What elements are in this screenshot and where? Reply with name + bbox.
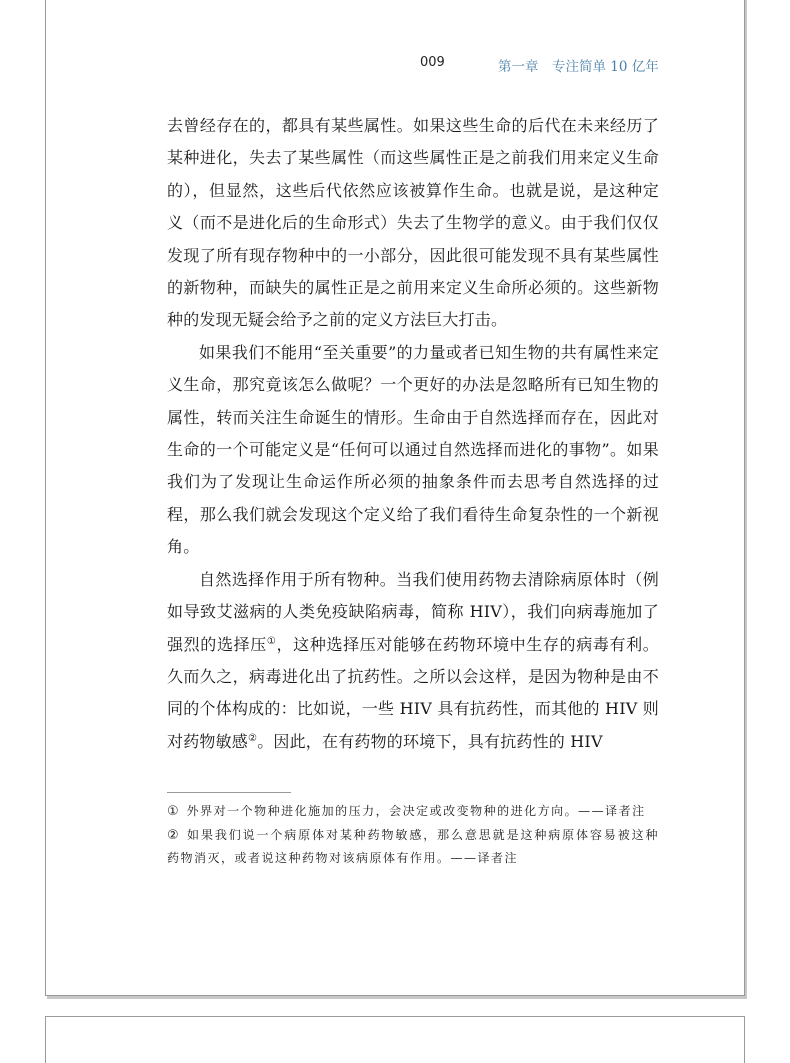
footnote-ref-2[interactable]: ②: [248, 732, 258, 744]
footnote-ref-1[interactable]: ①: [266, 635, 277, 647]
paragraph-3-part-b: ，这种选择压对能够在药物环境中生存的病毒有利。久而久之，病毒进化出了抗药性。之所以会这样，是因为物种是由不同的个体构成的：比如说，一些 HIV 具有抗药性，而其他的 HIV 则对药物敏感: [167, 634, 660, 751]
footnote-1: [167, 800, 659, 824]
paragraph-1: 去曾经存在的，都具有某些属性。如果这些生命的后代在未来经历了某种进化，失去了某些属性（而这些属性正是之前我们用来定义生命的），但显然，这些后代依然应该被算作生命。也就是说，是这种定义（而不是进化后的生命形式）失去了生物学的意义。由于我们仅仅发现了所有现存物种中的一小部分，因此很可能发现不具有某些属性的新物种，而缺失的属性正是之前用来定义生命所必须的。这些新物种的发现无疑会给予之前的定义方法巨大打击。: [167, 116, 659, 330]
paragraph-3-part-a: 自然选择作用于所有物种。当我们使用药物去清除病原体时（例如导致艾滋病的人类免疫缺陷病毒，简称 HIV），我们向病毒施加了强烈的选择压: [167, 569, 659, 654]
footnote-1-text: 外界对一个物种进化施加的压力，会决定或改变物种的进化方向。——译者注: [186, 804, 646, 818]
body-text: [167, 110, 659, 758]
footnote-1-mark: ①: [167, 804, 179, 819]
footnote-2: [167, 824, 659, 871]
page-number: 009: [420, 55, 445, 70]
footnote-2-text: 如果我们说一个病原体对某种药物敏感，那么意思就是这种病原体容易被这种药物消灭，或者说这种药物对该病原体有作用。——译者注: [167, 827, 659, 865]
book-page: [45, 0, 745, 996]
paragraph-3-part-c: 。因此，在有药物的环境下，具有抗药性的 HIV: [257, 731, 603, 751]
paragraph-2: 如果我们不能用“至关重要”的力量或者已知生物的共有属性来定义生命，那究竟该怎么做呢？一个更好的办法是忽略所有已知生物的属性，转而关注生命诞生的情形。生命由于自然选择而存在，因此对生命的一个可能定义是“任何可以通过自然选择而进化的事物”。如果我们为了发现让生命运作所必须的抽象条件而去思考自然选择的过程，那么我们就会发现这个定义给了我们看待生命复杂性的一个新视角。: [167, 342, 659, 557]
footnotes: [167, 800, 659, 871]
footnote-divider: [167, 792, 291, 793]
paragraph-3: [167, 564, 659, 758]
page-header: [46, 55, 746, 75]
footnote-2-mark: ②: [167, 827, 180, 843]
chapter-title: 第一章 专注简单 10 亿年: [498, 59, 659, 75]
next-page-edge: [45, 1016, 745, 1063]
